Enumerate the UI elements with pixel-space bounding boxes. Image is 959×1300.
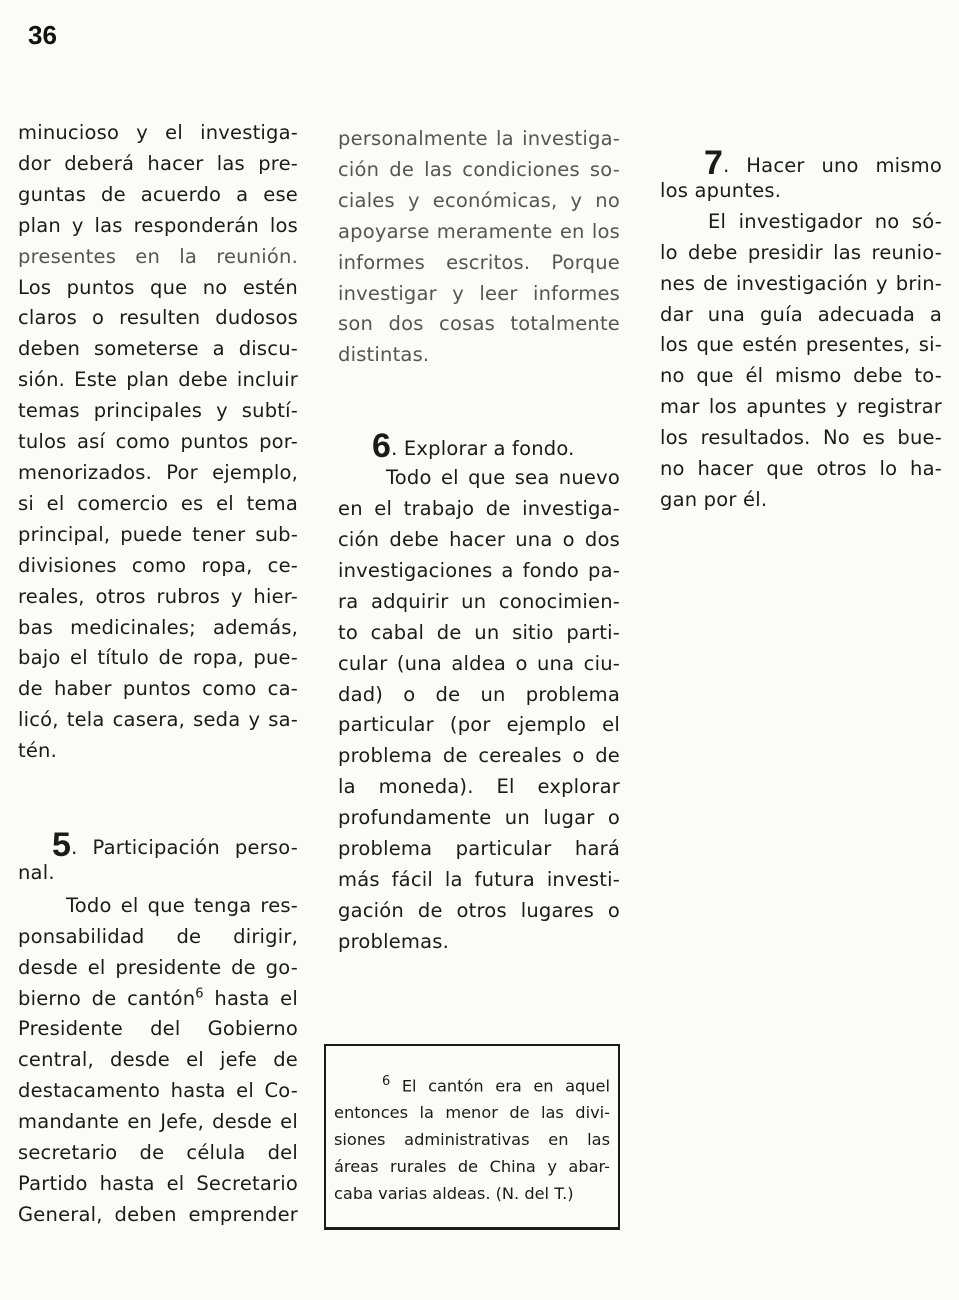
text-line: ción debe hacer una o dos	[338, 527, 620, 551]
text-line: ción de las condiciones so-	[338, 157, 620, 181]
footnote-number: 6	[382, 1074, 391, 1089]
text-line: dad) o de un problema	[338, 682, 620, 706]
text-line: más fácil la futura investi-	[338, 867, 620, 891]
text-line: problemas.	[338, 929, 449, 953]
text-line: tén.	[18, 739, 58, 763]
column-1	[18, 118, 298, 1231]
section-heading-6	[338, 427, 620, 466]
footnote-line: siones administrativas en las	[334, 1130, 610, 1150]
text-line: bas medicinales; además,	[18, 615, 298, 639]
column-3	[660, 144, 942, 516]
text-line: investigaciones a fondo pa-	[338, 558, 620, 582]
text-line: destacamento hasta el Co-	[18, 1079, 298, 1103]
col1-paragraph	[18, 118, 298, 767]
footnote-line: áreas rurales de China y abar-	[334, 1157, 610, 1177]
text-line: to cabal de un sitio parti-	[338, 620, 620, 644]
text-line: no que él mismo debe to-	[660, 364, 942, 388]
text-fragment: hasta el	[203, 986, 298, 1010]
text-line: gación de otros lugares o	[338, 898, 620, 922]
text-fragment: El cantón era en aquel	[401, 1076, 610, 1096]
text-line: General, deben emprender	[18, 1202, 298, 1226]
text-line: profundamente un lugar o	[338, 806, 620, 830]
text-line: licó, tela casera, seda y sa-	[18, 708, 298, 732]
section-heading-5	[18, 826, 298, 865]
text-line: central, desde el jefe de	[18, 1048, 298, 1072]
text-line: desde el presidente de go-	[18, 955, 298, 979]
text-fragment: bierno de cantón	[18, 986, 196, 1010]
column-2	[338, 124, 620, 958]
text-line: problema particular hará	[338, 837, 620, 861]
footnote-line	[334, 1068, 610, 1099]
section-title-continued: nal.	[18, 860, 55, 884]
section-title: . Hacer uno mismo	[723, 154, 942, 177]
text-line: bajo el título de ropa, pue-	[18, 646, 298, 670]
text-line: de haber puntos como ca-	[18, 677, 298, 701]
text-line: los que estén presentes, si-	[660, 333, 942, 357]
text-line: gan por él.	[660, 487, 768, 511]
text-line: Los puntos que no estén	[18, 275, 298, 299]
text-line: El investigador no só-	[708, 209, 942, 233]
text-line: la moneda). El explorar	[338, 775, 620, 799]
text-line: apoyarse meramente en los	[338, 219, 620, 243]
text-line: claros o resulten dudosos	[18, 306, 298, 330]
text-line: secretario de célula del	[18, 1141, 298, 1165]
text-line: distintas.	[338, 343, 430, 367]
text-line: minucioso y el investiga-	[18, 121, 298, 144]
section-title: . Participación perso-	[71, 836, 298, 860]
section-number: 6	[372, 427, 392, 466]
section-number: 5	[52, 826, 72, 865]
text-line: mandante en Jefe, desde el	[18, 1110, 298, 1134]
text-line: ciales y económicas, y no	[338, 188, 620, 212]
text-line: menorizados. Por ejemplo,	[18, 460, 298, 484]
footnote-box	[324, 1044, 620, 1230]
col2-paragraph	[338, 124, 620, 371]
footnote-line: caba varias aldeas. (N. del T.)	[334, 1184, 574, 1204]
text-line	[18, 984, 298, 1015]
text-line: personalmente la investiga-	[338, 127, 620, 150]
text-line: ra adquirir un conocimien-	[338, 589, 620, 613]
footnote-reference: 6	[195, 986, 204, 1002]
text-line: tulos así como puntos por-	[18, 430, 298, 454]
text-line: dor deberá hacer las pre-	[18, 151, 298, 175]
text-line: presentes en la reunión.	[18, 244, 298, 268]
text-line: dar una guía adecuada a	[660, 302, 942, 326]
text-line: principal, puede tener sub-	[18, 522, 298, 546]
text-line: temas principales y subtí-	[18, 399, 298, 423]
text-line: Todo el que sea nuevo	[386, 466, 620, 490]
col3-paragraph-7	[660, 207, 942, 516]
text-line: cular (una aldea o una ciu-	[338, 651, 620, 675]
col2-paragraph-6	[338, 463, 620, 958]
text-line: informes escritos. Porque	[338, 250, 620, 274]
text-line: deben someterse a discu-	[18, 337, 298, 361]
text-line: problema de cereales o de	[338, 744, 620, 768]
col1-paragraph-5	[18, 891, 298, 1231]
page-number: 36	[28, 20, 57, 50]
text-line: mar los apuntes y registrar	[660, 395, 942, 419]
text-line: nes de investigación y brin-	[660, 271, 942, 295]
section-number: 7	[704, 144, 724, 182]
text-line: plan y las responderán los	[18, 213, 298, 237]
text-line: sión. Este plan debe incluir	[18, 368, 298, 392]
text-line: guntas de acuerdo a ese	[18, 182, 298, 206]
text-line: investigar y leer informes	[338, 281, 620, 305]
text-line: divisiones como ropa, ce-	[18, 553, 298, 577]
section-title-continued: los apuntes.	[660, 178, 782, 202]
footnote-line: entonces la menor de las divi-	[334, 1103, 610, 1123]
text-line: lo debe presidir las reunio-	[660, 240, 942, 264]
text-line: Partido hasta el Secretario	[18, 1172, 298, 1195]
text-line: si el comercio es el tema	[18, 491, 298, 515]
text-line: particular (por ejemplo el	[338, 713, 620, 737]
text-line: ponsabilidad de dirigir,	[18, 924, 298, 948]
text-line: en el trabajo de investiga-	[338, 497, 620, 521]
text-line: no hacer que otros lo ha-	[660, 457, 942, 481]
text-line: Presidente del Gobierno	[18, 1017, 298, 1041]
text-line: reales, otros rubros y hier-	[18, 584, 298, 608]
text-line: son dos cosas totalmente	[338, 312, 620, 336]
text-line: los resultados. No es bue-	[660, 426, 942, 450]
text-line: Todo el que tenga res-	[66, 893, 298, 917]
section-title: . Explorar a fondo.	[391, 437, 575, 461]
